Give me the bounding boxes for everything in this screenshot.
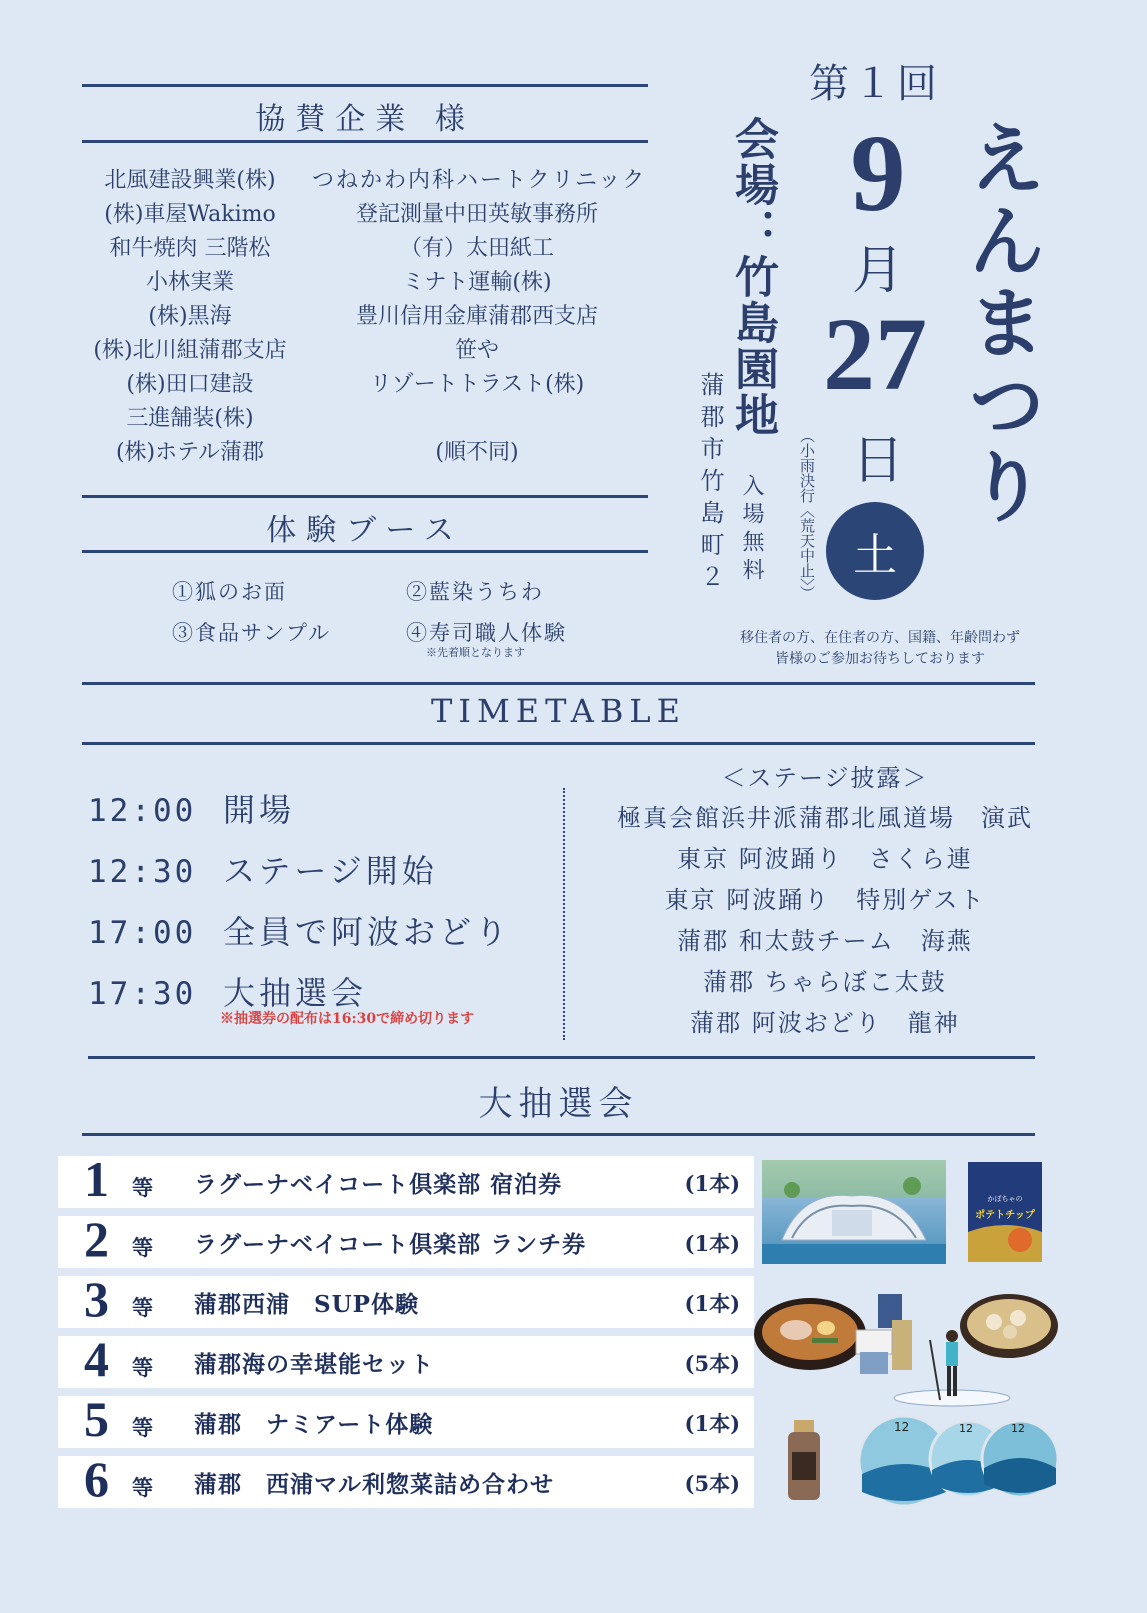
prize-row: [58, 1331, 754, 1388]
sponsor-list-right: [312, 164, 647, 470]
lottery-title: 大抽選会: [478, 1084, 639, 1124]
invite-line: 移住者の方、在住者の方、国籍、年齢問わず: [740, 630, 1020, 646]
prize-row: [58, 1211, 754, 1268]
day-number: 27: [823, 297, 927, 412]
venue-address: 蒲郡市竹島町２: [696, 372, 724, 596]
sponsors-title: 協賛企業 様: [255, 102, 475, 137]
prize-name: 蒲郡 ナミアート体験: [194, 1411, 434, 1438]
admission-free: 入場無料: [739, 474, 764, 586]
chips-label-main: ポテトチップ: [975, 1210, 1035, 1221]
stage-item: 極真会館浜井派蒲郡北風道場 演武: [617, 804, 1033, 832]
sponsor-item: (株)黒海: [148, 304, 232, 329]
invite-message: [700, 628, 1060, 670]
lottery-deadline-note: ※抽選券の配布は16:30で締め切ります: [220, 1011, 475, 1027]
day-label: 日: [851, 431, 904, 491]
timetable-label: 開場: [223, 791, 296, 829]
timetable-time: 17:30: [88, 976, 197, 1012]
prize-rank: 1: [84, 1151, 109, 1207]
timetable-row: [88, 907, 511, 953]
booth-item: ④寿司職人体験: [406, 621, 567, 645]
timetable-row: [88, 846, 438, 892]
sponsor-item: (株)車屋Wakimo: [104, 202, 276, 227]
prize-quantity: (1本): [684, 1231, 740, 1256]
prize-row: [58, 1271, 754, 1328]
timetable-time: 12:30: [88, 854, 197, 890]
month-number: 9: [850, 112, 906, 234]
invite-line: 皆様のご参加お待ちしております: [775, 651, 985, 667]
sponsor-item: 小林実業: [145, 270, 234, 295]
clock-numeral: 12: [894, 1420, 910, 1434]
booth-item: ①狐のお面: [172, 580, 287, 604]
sponsor-item: [312, 402, 642, 436]
timetable-label: 全員で阿波おどり: [223, 913, 512, 951]
venue-label: 会場：竹島園地: [727, 116, 778, 438]
prize-rank-suffix: 等: [132, 1295, 153, 1320]
prize-rank: 4: [84, 1331, 109, 1387]
sponsor-item: 三進舗装(株): [126, 406, 254, 431]
sponsor-item: （有）太田紙工: [399, 236, 554, 261]
prize-quantity: (5本): [684, 1471, 740, 1496]
stage-item: 東京 阿波踊り さくら連: [677, 845, 973, 873]
potato-chips-photo: [968, 1162, 1042, 1262]
prize-name: 蒲郡西浦 SUP体験: [194, 1291, 419, 1318]
prize-name: ラグーナベイコート倶楽部 ランチ券: [194, 1231, 587, 1258]
weather-note: （小雨決行〈荒天中止〉）: [798, 428, 816, 601]
stage-item: 蒲郡 和太鼓チーム 海燕: [677, 927, 973, 955]
timetable-title: TIMETABLE: [431, 692, 686, 730]
sponsor-order-note: (順不同): [435, 440, 519, 465]
prize-name: ラグーナベイコート倶楽部 宿泊券: [194, 1171, 563, 1198]
month-label: 月: [851, 241, 904, 301]
timetable-label: 大抽選会: [223, 974, 368, 1012]
timetable-time: 17:00: [88, 915, 197, 951]
sponsor-item: (株)ホテル蒲郡: [115, 440, 265, 465]
sponsor-item: 和牛焼肉 三階松: [109, 236, 271, 261]
sponsor-list-left: [80, 164, 300, 470]
stage-title: ＜ステージ披露＞: [721, 764, 929, 792]
stage-item: 東京 阿波踊り 特別ゲスト: [664, 886, 986, 914]
prize-rank-suffix: 等: [132, 1415, 153, 1440]
clock-numeral: 12: [1011, 1422, 1025, 1435]
booth-item: ③食品サンプル: [172, 621, 332, 645]
sponsor-item: (株)田口建設: [126, 372, 254, 397]
weekday-badge: 土: [826, 502, 924, 600]
prize-quantity: (1本): [684, 1291, 740, 1316]
resort-photo: [762, 1160, 946, 1264]
prize-row: [58, 1151, 754, 1208]
timetable-label: ステージ開始: [223, 852, 438, 890]
booth-note: ※先着順となります: [426, 646, 525, 659]
booths-title: 体験ブース: [266, 513, 464, 548]
prize-rank: 5: [84, 1391, 109, 1447]
sponsor-item: 笹や: [454, 338, 499, 363]
prize-quantity: (1本): [684, 1171, 740, 1196]
sponsor-item: ミナト運輸(株): [402, 270, 552, 295]
prize-rank-suffix: 等: [132, 1475, 153, 1500]
event-name: えんまつり: [955, 118, 1046, 528]
prize-rank-suffix: 等: [132, 1355, 153, 1380]
prize-rank-suffix: 等: [132, 1235, 153, 1260]
prize-rank: 3: [84, 1271, 109, 1327]
prize-rank: 2: [84, 1211, 109, 1267]
sponsor-item: 豊川信用金庫蒲郡西支店: [355, 304, 598, 329]
chips-label-top: かぼちゃの: [987, 1195, 1023, 1203]
prize-rank-suffix: 等: [132, 1175, 153, 1200]
stage-item: 蒲郡 ちゃらぼこ太鼓: [703, 968, 947, 996]
timetable-row: [88, 785, 295, 831]
sponsor-item: リゾートトラスト(株): [369, 372, 585, 397]
sponsor-item: 登記測量中田英敏事務所: [355, 202, 598, 227]
sponsor-item: 北風建設興業(株): [104, 168, 276, 193]
sup-photo: [890, 1326, 1012, 1412]
prize-name: 蒲郡海の幸堪能セット: [194, 1351, 434, 1378]
sponsor-item: (株)北川組蒲郡支店: [93, 338, 287, 363]
prize-quantity: (5本): [684, 1351, 740, 1376]
stage-item: 蒲郡 阿波おどり 龍神: [690, 1009, 960, 1037]
prize-quantity: (1本): [684, 1411, 740, 1436]
edition-label: 第１回: [809, 61, 941, 107]
sponsor-item: つねかわ内科ハートクリニック: [312, 168, 647, 193]
prize-name: 蒲郡 西浦マル利惣菜詰め合わせ: [194, 1471, 554, 1498]
prize-row: [58, 1391, 754, 1448]
clock-numeral: 12: [959, 1422, 973, 1435]
timetable-divider: [563, 788, 565, 1040]
booth-item: ②藍染うちわ: [406, 580, 544, 604]
furikake-jar-photo: [784, 1418, 824, 1504]
timetable-time: 12:00: [88, 793, 197, 829]
prize-row: [58, 1451, 754, 1508]
prize-rank: 6: [84, 1451, 109, 1507]
wave-art-clocks-photo: [856, 1414, 1062, 1508]
